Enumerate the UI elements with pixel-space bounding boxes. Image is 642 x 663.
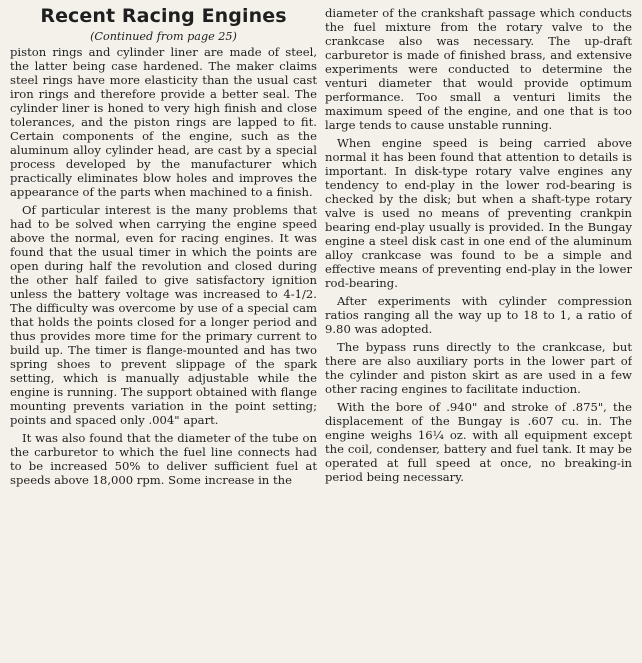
left-column bbox=[10, 6, 317, 655]
paragraph: Of particular interest is the many problems that had to be solved when carrying the engine speed above the normal, even for racing engines. It was found that the usual timer in which the points are open during half the revolution and closed during the other half failed to give satisfactory ignition unless the battery voltage was increased to 4-1/2. The difficulty was overcome by use of a special cam that holds the points closed for a longer period and thus provides more time for the primary current to build up. The timer is flange-mounted and has two spring shoes to prevent slippage of the spark setting, which is manually adjustable while the engine is running. The support obtained with flange mounting prevents variation in the point setting; points and spaced only .004" apart. bbox=[10, 203, 317, 427]
paragraph: After experiments with cylinder compression ratios ranging all the way up to 18 to 1, a ratio of 9.80 was adopted. bbox=[325, 294, 632, 336]
continued-note: (Continued from page 25) bbox=[90, 30, 237, 43]
right-column-text bbox=[325, 6, 632, 484]
article-columns bbox=[10, 6, 632, 655]
right-column bbox=[325, 6, 632, 655]
paragraph: It was also found that the diameter of the tube on the carburetor to which the fuel line connects had to be increased 50% to deliver sufficient fuel at speeds above 18,000 rpm. Some increase in the bbox=[10, 431, 317, 487]
paragraph: When engine speed is being carried above normal it has been found that attention to details is important. In disk-type rotary valve engines any tendency to end-play in the lower rod-bearing is checked by the disk; but when a shaft-type rotary valve is used no means of preventing crankpin bearing end-play usually is provided. In the Bungay engine a steel disk cast in one end of the aluminum alloy crankcase was found to be a simple and effective means of preventing end-play in the lower rod-bearing. bbox=[325, 136, 632, 290]
paragraph: piston rings and cylinder liner are made of steel, the latter being case hardened. The maker claims steel rings have more elasticity than the usual cast iron rings and therefore provide a better seal. The cylinder liner is honed to very high finish and close tolerances, and the piston rings are lapped to fit. Certain components of the engine, such as the aluminum alloy cylinder head, are cast by a special process developed by the manufacturer which practically eliminates blow holes and improves the appearance of the parts when machined to a finish. bbox=[10, 45, 317, 199]
paragraph: With the bore of .940" and stroke of .875", the displacement of the Bungay is .607 cu. in. The engine weighs 16¼ oz. with all equipment except the coil, condenser, battery and fuel tank. It may be operated at full speed at once, no breaking-in period being necessary. bbox=[325, 400, 632, 484]
paragraph: diameter of the crankshaft passage which conducts the fuel mixture from the rotary valve to the crankcase also was necessary. The up-draft carburetor is made of finished brass, and extensive experiments were conducted to determine the venturi diameter that would provide optimum performance. Too small a venturi limits the maximum speed of the engine, and one that is too large tends to cause unstable running. bbox=[325, 6, 632, 132]
article-title: Recent Racing Engines bbox=[40, 6, 287, 27]
paragraph: The bypass runs directly to the crankcase, but there are also auxiliary ports in the lower part of the cylinder and piston skirt as are used in a few other racing engines to facilitate induction. bbox=[325, 340, 632, 396]
left-column-text bbox=[10, 45, 317, 487]
